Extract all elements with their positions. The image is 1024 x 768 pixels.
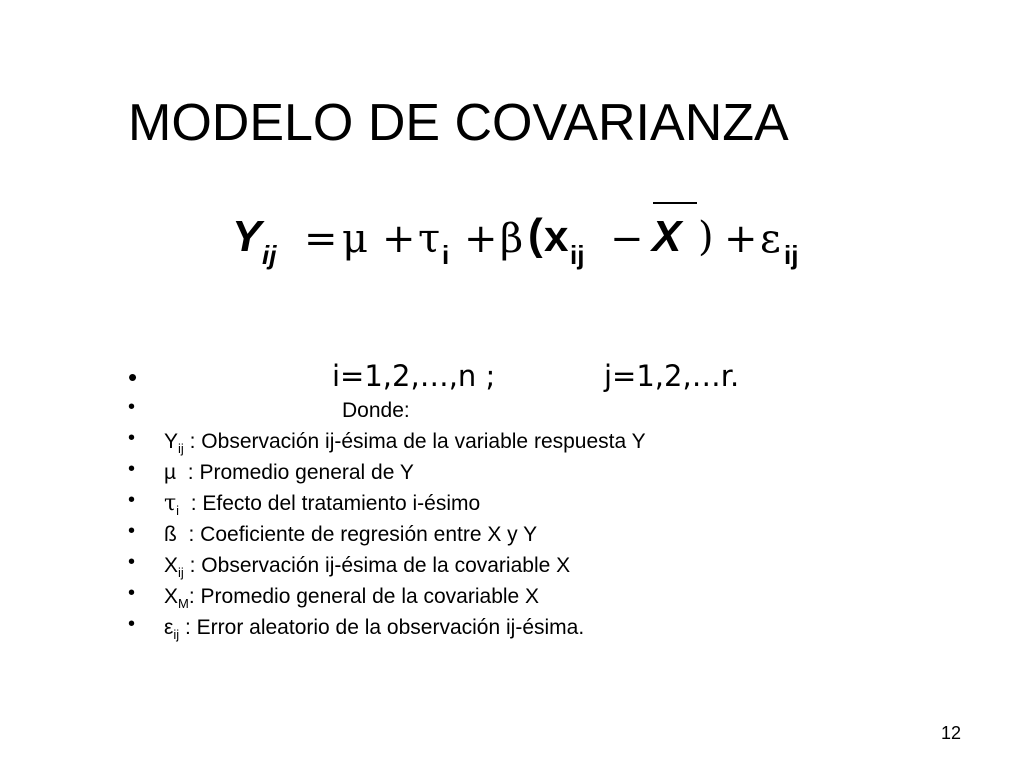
formula-plus-3: +	[724, 216, 758, 262]
definition-text	[164, 613, 584, 643]
definition-description: : Observación ij-ésima de la variable respuesta Y	[183, 430, 646, 453]
formula-Y: Y	[232, 212, 262, 261]
bullet-dot: •	[128, 613, 136, 635]
definition-description: : Error aleatorio de la observación ij-ésima.	[179, 616, 585, 639]
bullet-dot: •	[128, 520, 136, 542]
page-number: 12	[941, 723, 962, 743]
formula-equals: =	[304, 216, 338, 262]
definition-symbol: Y	[164, 430, 179, 453]
bullet-dot: •	[128, 362, 138, 392]
formula-Y-sub: ij	[262, 240, 277, 270]
formula-x: x	[544, 212, 569, 261]
definition-subscript: M	[178, 596, 189, 611]
definition-subscript: i	[176, 503, 180, 518]
formula-plus-2: +	[464, 216, 498, 262]
definition-subscript: ij	[178, 441, 184, 456]
definition-description: : Efecto del tratamiento i-ésimo	[179, 492, 481, 515]
definition-text	[164, 551, 570, 581]
donde-label: Donde:	[342, 399, 410, 422]
bullet-dot: •	[128, 489, 136, 511]
slide-title: MODELO DE COVARIANZA	[128, 94, 789, 152]
definition-description: : Observación ij-ésima de la covariable X	[183, 554, 571, 577]
formula-close-paren: )	[698, 214, 714, 260]
formula-epsilon: ε	[760, 216, 781, 262]
definition-symbol: µ	[164, 461, 177, 484]
definition-text	[164, 520, 537, 550]
bullet-dot: •	[128, 582, 136, 604]
definition-symbol: τ	[164, 491, 177, 516]
definition-text	[164, 489, 480, 519]
definition-text	[164, 427, 646, 457]
indices-i: i=1,2,…,n ;	[332, 359, 496, 393]
formula-mu: μ	[342, 216, 368, 262]
definition-description: : Coeficiente de regresión entre X y Y	[176, 523, 538, 546]
definition-symbol: X	[164, 554, 179, 577]
formula-open-paren: (	[528, 210, 543, 259]
formula-minus: −	[610, 216, 644, 262]
definition-subscript: ij	[178, 565, 184, 580]
definition-text	[164, 582, 539, 612]
formula-tau-sub: i	[442, 240, 450, 270]
definition-symbol: ε	[164, 616, 174, 639]
definition-description: : Promedio general de la covariable X	[188, 585, 540, 608]
bullet-dot: •	[128, 427, 136, 449]
definition-description: : Promedio general de Y	[176, 461, 414, 484]
indices-j: j=1,2,…r.	[604, 359, 740, 393]
bullet-dot: •	[128, 396, 136, 418]
bullet-dot: •	[128, 551, 136, 573]
formula-epsilon-sub: ij	[784, 240, 799, 270]
formula-plus-1: +	[382, 216, 416, 262]
definition-symbol: ß	[164, 523, 177, 546]
formula-tau: τ	[418, 216, 441, 262]
definition-symbol: X	[164, 585, 179, 608]
definition-subscript: ij	[173, 627, 180, 642]
formula-Xbar: X	[652, 212, 682, 261]
formula-beta: β	[500, 216, 524, 262]
formula-x-sub: ij	[570, 240, 585, 270]
definition-text	[164, 458, 414, 488]
bullet-dot: •	[128, 458, 136, 480]
